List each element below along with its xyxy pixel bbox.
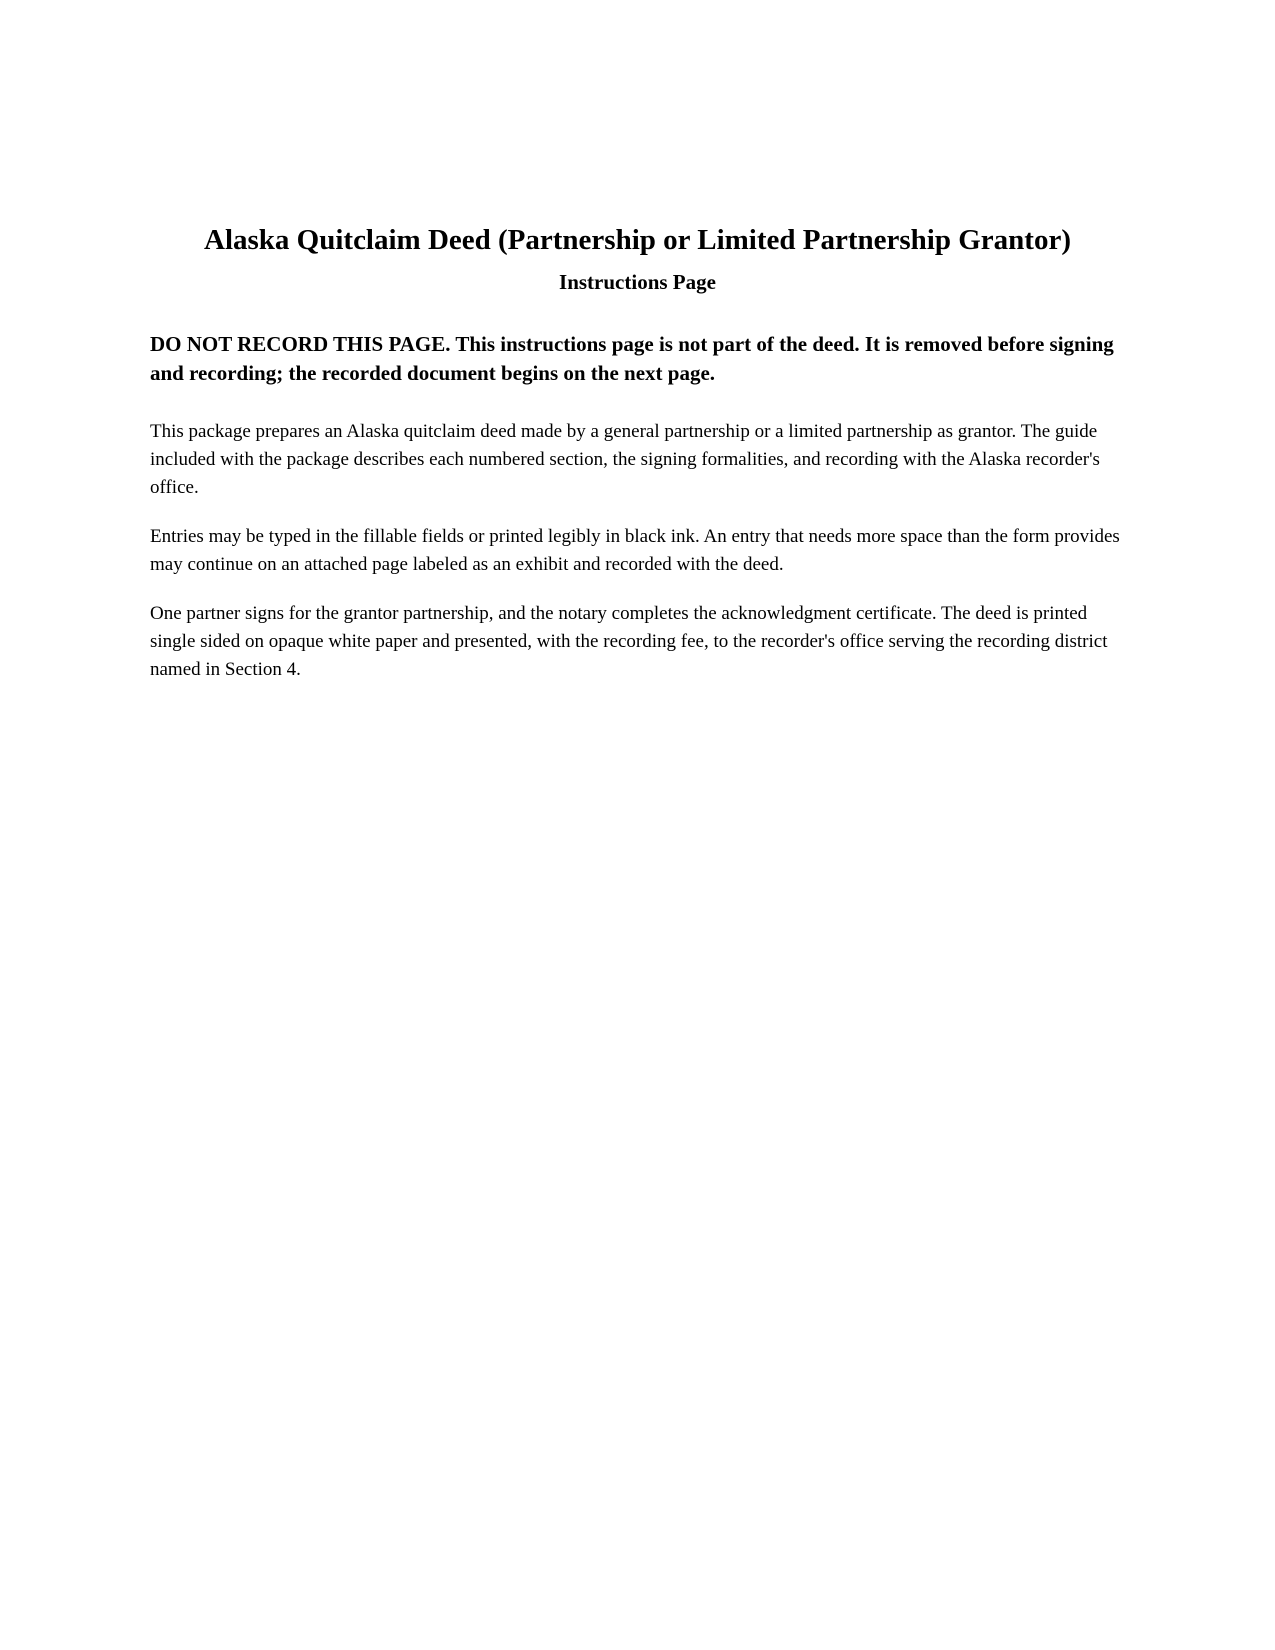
document-subtitle: Instructions Page	[559, 270, 716, 294]
instructions-paragraph: One partner signs for the grantor partnership, and the notary completes the acknowledgment certificate. The deed is printed single sided on opaque white paper and presented, with the recording fee, to the recorder's office serving the recording district named in Section 4.	[150, 603, 1108, 680]
document-title: Alaska Quitclaim Deed (Partnership or Limited Partnership Grantor)	[204, 224, 1071, 256]
instructions-paragraph: This package prepares an Alaska quitclaim deed made by a general partnership or a limited partnership as grantor. The guide included with the package describes each numbered section, the signing formalities, and recording with the Alaska recorder's office.	[150, 421, 1100, 498]
do-not-record-warning: DO NOT RECORD THIS PAGE. This instructions page is not part of the deed. It is removed before signing and recording; the recorded document begins on the next page.	[150, 332, 1114, 385]
instructions-paragraph: Entries may be typed in the fillable fields or printed legibly in black ink. An entry that needs more space than the form provides may continue on an attached page labeled as an exhibit and recorded with the deed.	[150, 526, 1120, 575]
